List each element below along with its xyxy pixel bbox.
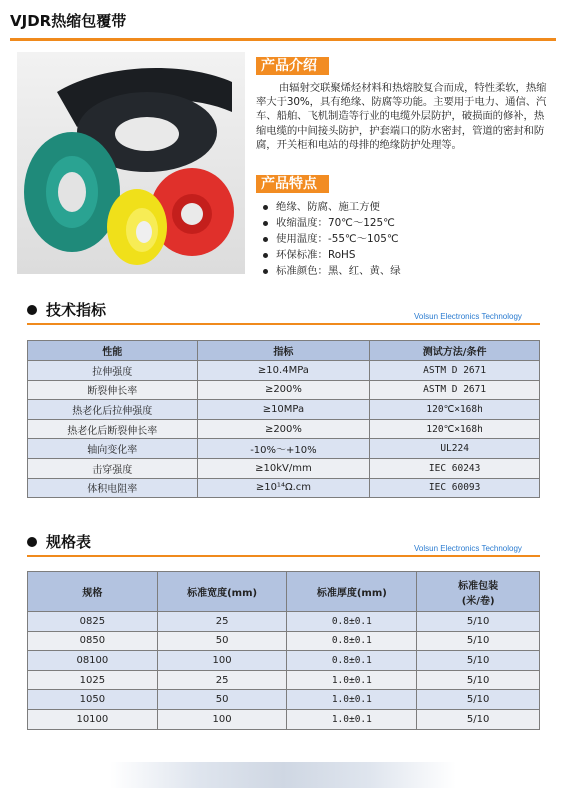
feature-text: 使用温度：-55℃～105℃ <box>276 233 399 245</box>
table-cell: 5/10 <box>417 690 540 710</box>
table-row <box>28 380 540 400</box>
feature-item <box>263 247 401 263</box>
table-cell: 0.8±0.1 <box>287 651 417 671</box>
table-row <box>28 458 540 478</box>
feature-list <box>263 199 401 279</box>
table-row <box>28 612 540 632</box>
table-row <box>28 709 540 729</box>
table-cell: 轴向变化率 <box>28 439 198 459</box>
table-cell: 断裂伸长率 <box>28 380 198 400</box>
table-cell: ≥200% <box>197 380 370 400</box>
feature-item <box>263 199 401 215</box>
bullet-dot <box>263 253 268 258</box>
table-cell: 击穿强度 <box>28 458 198 478</box>
section-rule <box>27 323 540 325</box>
table-cell: ASTM D 2671 <box>370 380 540 400</box>
table-row <box>28 478 540 498</box>
table-cell: 5/10 <box>417 651 540 671</box>
feature-text: 绝缘、防腐、施工方便 <box>276 201 380 213</box>
tech-section-subtitle: Volsun Electronics Technology <box>414 312 522 321</box>
table-cell: 1025 <box>28 670 158 690</box>
footer-decoration <box>110 762 456 788</box>
table-cell: 体积电阻率 <box>28 478 198 498</box>
product-photo <box>17 52 245 274</box>
section-bullet <box>27 305 37 315</box>
table-cell: 1.0±0.1 <box>287 690 417 710</box>
table-cell: 0.8±0.1 <box>287 612 417 632</box>
table-cell: 5/10 <box>417 612 540 632</box>
table-row <box>28 670 540 690</box>
table-cell: 1.0±0.1 <box>287 709 417 729</box>
title-rule <box>10 38 556 41</box>
table-cell: 1.0±0.1 <box>287 670 417 690</box>
table-row <box>28 631 540 651</box>
column-header <box>417 572 540 612</box>
table-cell: 120℃×168h <box>370 419 540 439</box>
feature-text: 标准颜色：黑、红、黄、绿 <box>276 265 401 277</box>
table-cell: 0825 <box>28 612 158 632</box>
table-cell: ≥10¹⁴Ω.cm <box>197 478 370 498</box>
bullet-dot <box>263 269 268 274</box>
feature-text: 环保标准：RoHS <box>276 249 356 261</box>
table-cell: 热老化后断裂伸长率 <box>28 419 198 439</box>
feature-item <box>263 231 401 247</box>
table-cell: IEC 60093 <box>370 478 540 498</box>
table-header-row <box>28 572 540 612</box>
bullet-dot <box>263 205 268 210</box>
feature-text: 收缩温度：70℃～125℃ <box>276 217 395 229</box>
table-cell: 10100 <box>28 709 158 729</box>
table-cell: 50 <box>157 631 287 651</box>
table-cell: ≥200% <box>197 419 370 439</box>
tech-section-title: 技术指标 <box>46 301 107 319</box>
table-cell: 25 <box>157 612 287 632</box>
column-header-line: 标准包装 <box>458 580 499 592</box>
table-row <box>28 400 540 420</box>
feature-item <box>263 215 401 231</box>
table-cell: 100 <box>157 709 287 729</box>
table-cell: 5/10 <box>417 709 540 729</box>
table-cell: 0.8±0.1 <box>287 631 417 651</box>
intro-text: 由辐射交联聚烯烃材料和热熔胶复合而成，特性柔软，热缩率大于30%，具有绝缘、防腐等功能。主要用于电力、通信、汽车、船舶、飞机制造等行业的电缆外层防护，破损面的修补，热缩电缆的中间接头防护，护套端口的防水密封，管道的密封和防腐，开关柜和电站的母排的绝缘防护处理等。 <box>256 82 547 151</box>
column-header-line: (米/卷) <box>461 595 495 607</box>
table-cell: 120℃×168h <box>370 400 540 420</box>
table-cell: ≥10.4MPa <box>197 361 370 381</box>
page-title: VJDR热缩包覆带 <box>10 12 127 30</box>
column-header: 性能 <box>28 341 198 361</box>
table-cell: 50 <box>157 690 287 710</box>
bullet-dot <box>263 221 268 226</box>
column-header: 测试方法/条件 <box>370 341 540 361</box>
table-cell: 100 <box>157 651 287 671</box>
table-row <box>28 419 540 439</box>
section-rule <box>27 555 540 557</box>
table-cell: 热老化后拉伸强度 <box>28 400 198 420</box>
tech-table <box>27 340 540 498</box>
spec-section-title: 规格表 <box>46 533 92 551</box>
table-cell: 08100 <box>28 651 158 671</box>
table-row <box>28 361 540 381</box>
table-row <box>28 651 540 671</box>
table-cell: 1050 <box>28 690 158 710</box>
bullet-dot <box>263 237 268 242</box>
table-cell: -10%～+10% <box>197 439 370 459</box>
feature-item <box>263 263 401 279</box>
table-cell: 拉伸强度 <box>28 361 198 381</box>
features-label: 产品特点 <box>256 175 329 193</box>
table-cell: 5/10 <box>417 631 540 651</box>
table-cell: 0850 <box>28 631 158 651</box>
table-cell: UL224 <box>370 439 540 459</box>
table-cell: IEC 60243 <box>370 458 540 478</box>
table-cell: 5/10 <box>417 670 540 690</box>
column-header: 规格 <box>28 572 158 612</box>
table-cell: 25 <box>157 670 287 690</box>
table-cell: ≥10MPa <box>197 400 370 420</box>
table-cell: ≥10kV/mm <box>197 458 370 478</box>
section-bullet <box>27 537 37 547</box>
spec-section-subtitle: Volsun Electronics Technology <box>414 544 522 553</box>
intro-label: 产品介绍 <box>256 57 329 75</box>
table-header-row <box>28 341 540 361</box>
tape-rolls-illustration <box>17 52 245 274</box>
table-row <box>28 690 540 710</box>
column-header: 标准宽度(mm) <box>157 572 287 612</box>
table-cell: ASTM D 2671 <box>370 361 540 381</box>
spec-table <box>27 571 540 730</box>
column-header: 指标 <box>197 341 370 361</box>
table-row <box>28 439 540 459</box>
column-header: 标准厚度(mm) <box>287 572 417 612</box>
